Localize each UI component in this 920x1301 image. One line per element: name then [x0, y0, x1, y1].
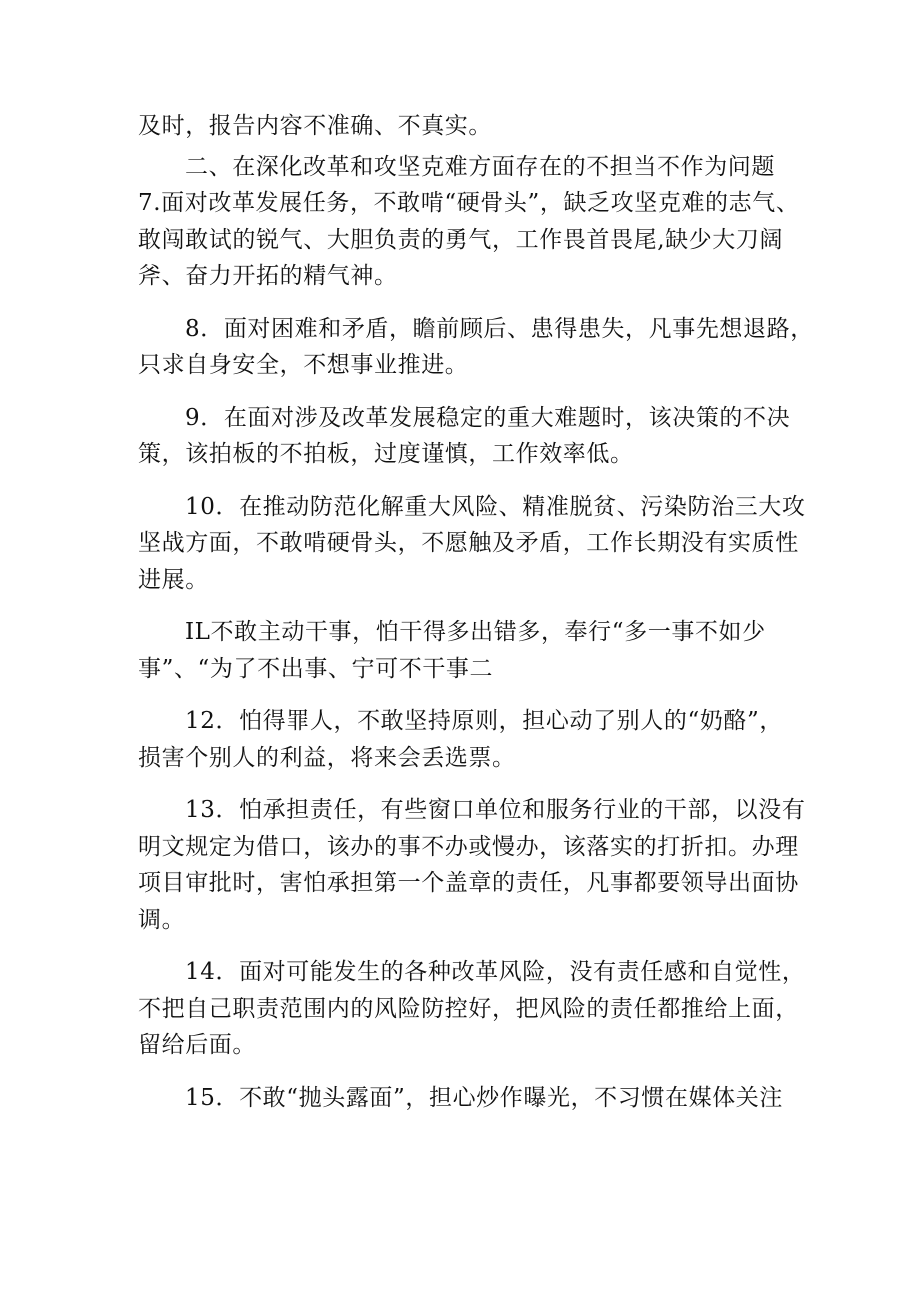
text-line: 调。 — [138, 906, 186, 933]
text-line: 12．怕得罪人，不敢坚持原则，担心动了别人的“奶酪”， — [185, 708, 783, 734]
text-line: 8．面对困难和矛盾，瞻前顾后、患得患失，凡事先想退路， — [185, 315, 814, 342]
text-line: 敢闯敢试的锐气、大胆负责的勇气，工作畏首畏尾,缺少大刀阔 — [138, 226, 784, 253]
text-line: 只求自身安全，不想事业推进。 — [138, 352, 469, 378]
text-line: 留给后面。 — [138, 1032, 256, 1058]
text-line: 策，该拍板的不拍板，过度谨慎，工作效率低。 — [138, 441, 634, 467]
text-line: 事”、“为了不出事、宁可不干事二 — [138, 655, 494, 682]
text-line: 13．怕承担责任，有些窗口单位和服务行业的干部，以没有 — [185, 797, 806, 823]
text-line: 损害个别人的利益，将来会丢选票。 — [138, 744, 516, 771]
text-line: 坚战方面，不敢啃硬骨头，不愿触及矛盾，工作长期没有实质性 — [138, 530, 799, 556]
text-line: 14．面对可能发生的各种改革风险，没有责任感和自觉性， — [185, 959, 806, 985]
document-page — [138, 108, 814, 1116]
text-line: IL不敢主动干事，怕干得多出错多，奉行“多一事不如少 — [185, 619, 766, 645]
text-line: 9．在面对涉及改革发展稳定的重大难题时，该决策的不决 — [185, 404, 791, 431]
text-line: 不把自己职责范围内的风险防控好，把风险的责任都推给上面， — [138, 995, 799, 1022]
text-line: 7.面对改革发展任务，不敢啃“硬骨头”，缺乏攻坚克难的志气、 — [138, 190, 800, 216]
text-line: 斧、奋力开拓的精气神。 — [138, 263, 398, 289]
text-line: 明文规定为借口，该办的事不办或慢办，该落实的打折扣。办理 — [138, 833, 799, 860]
text-line: 项目审批时，害怕承担第一个盖章的责任，凡事都要领导出面协 — [138, 870, 799, 896]
text-line: 10．在推动防范化解重大风险、精准脱贫、污染防治三大攻 — [185, 493, 806, 520]
text-line: 进展。 — [138, 566, 209, 593]
text-line: 及时，报告内容不准确、不真实。 — [138, 113, 492, 139]
section-heading: 二、在深化改革和攻坚克难方面存在的不担当不作为问题 — [185, 153, 775, 180]
text-line: 15．不敢“抛头露面”，担心炒作曝光，不习惯在媒体关注 — [185, 1084, 783, 1111]
